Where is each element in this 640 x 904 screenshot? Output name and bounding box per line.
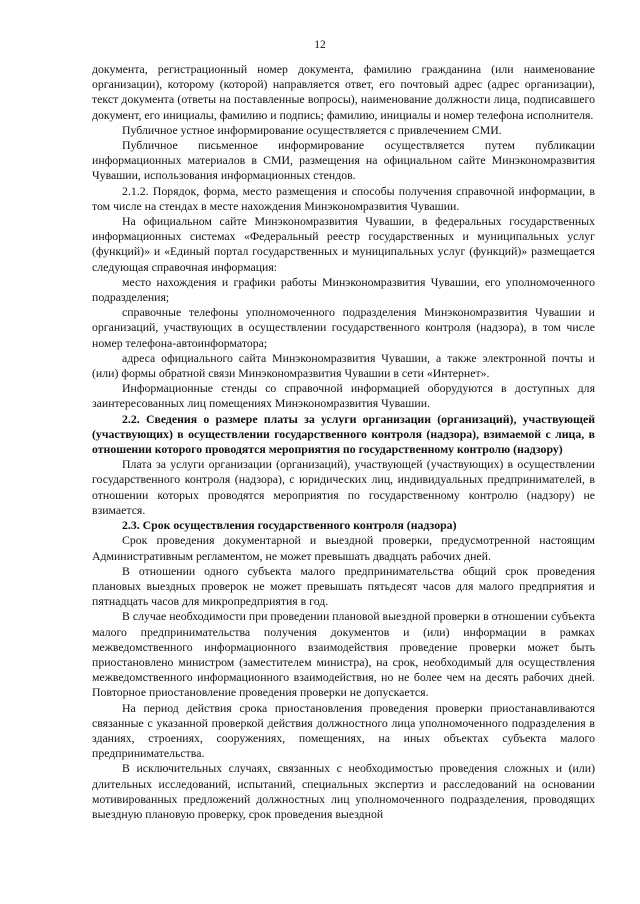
paragraph-3: Публичное письменное информирование осуществляется путем публикации информационных материалов в СМИ, размещения на официальном сайте Минэкономразвития Чувашии, использования информационных стендов. <box>92 138 595 183</box>
document-body <box>92 62 595 822</box>
paragraph-11: Плата за услуги организации (организаций), участвующей (участвующих) в осуществлении государственного контроля (надзора), с юридических лиц, индивидуальных предпринимателей, в отношении которых проводятся мероприятия по государственному контролю (надзору) не взимается. <box>92 457 595 517</box>
paragraph-16: На период действия срока приостановления проведения проверки приостанавливаются связанные с указанной проверкой действия должностного лица уполномоченного подразделения в зданиях, строениях, сооружениях, помещениях, на иных объектах субъекта малого предпринимательства. <box>92 700 595 761</box>
paragraph-13: Срок проведения документарной и выездной проверки, предусмотренной настоящим Административным регламентом, не может превышать двадцать рабочих дней. <box>92 533 595 563</box>
paragraph-4: 2.1.2. Порядок, форма, место размещения и способы получения справочной информации, в том числе на стендах в месте нахождения Минэкономразвития Чувашии. <box>92 183 595 213</box>
section-heading-2-2: 2.2. Сведения о размере платы за услуги организации (организаций), участвующей (участвующих) в осуществлении государственного контроля (надзора), взимаемой с лица, в отношении которого проводятся мероприятия по государственному контролю (надзору) <box>92 411 595 457</box>
paragraph-5: На официальном сайте Минэкономразвития Чувашии, в федеральных государственных информационных системах «Федеральный реестр государственных и муниципальных услуг (функций)» и «Единый портал государственных и муниципальных услуг (функций)» размещается следующая справочная информация: <box>92 214 595 274</box>
paragraph-17: В исключительных случаях, связанных с необходимостью проведения сложных и (или) длительных исследований, испытаний, специальных экспертиз и расследований на основании мотивированных предложений должностных лиц уполномоченного подразделения, проводящих выездную плановую проверку, срок проведения выездной <box>92 761 595 821</box>
paragraph-7: справочные телефоны уполномоченного подразделения Минэкономразвития Чувашии и организаций, участвующих в осуществлении государственного контроля (надзора), в том числе номер телефона-автоинформатора; <box>92 305 595 350</box>
paragraph-1: документа, регистрационный номер документа, фамилию гражданина (или наименование организации), которому (которой) направляется ответ, его почтовый адрес (адрес организации), текст документа (ответы на поставленные вопросы), наименование должности лица, подписавшего документ, его инициалы, фамилию и подпись; фамилию, инициалы и номер телефона исполнителя. <box>92 62 595 122</box>
paragraph-9: Информационные стенды со справочной информацией оборудуются в доступных для заинтересованных лиц помещениях Минэкономразвития Чувашии. <box>92 381 595 411</box>
paragraph-15: В случае необходимости при проведении плановой выездной проверки в отношении субъекта малого предпринимательства получения документов и (или) информации в рамках межведомственного информационного взаимодействия проведение проверки может быть приостановлено министром (заместителем министра), на срок, необходимый для осуществления межведомственного информационного взаимодействия, но не более чем на десять рабочих дней. Повторное приостановление проведения проверки не допускается. <box>92 609 595 700</box>
section-heading-2-3: 2.3. Срок осуществления государственного контроля (надзора) <box>122 518 457 533</box>
paragraph-14: В отношении одного субъекта малого предпринимательства общий срок проведения плановых выездных проверок не может превышать пятьдесят часов для малого предприятия и пятнадцать часов для микропредприятия в год. <box>92 563 595 609</box>
paragraph-2: Публичное устное информирование осуществляется с привлечением СМИ. <box>122 122 502 137</box>
paragraph-6: место нахождения и графики работы Минэкономразвития Чувашии, его уполномоченного подразделения; <box>92 274 595 305</box>
page-number: 12 <box>314 39 326 51</box>
paragraph-8: адреса официального сайта Минэкономразвития Чувашии, а также электронной почты и (или) формы обратной связи Минэкономразвития Чувашии в сети «Интернет». <box>92 350 595 381</box>
